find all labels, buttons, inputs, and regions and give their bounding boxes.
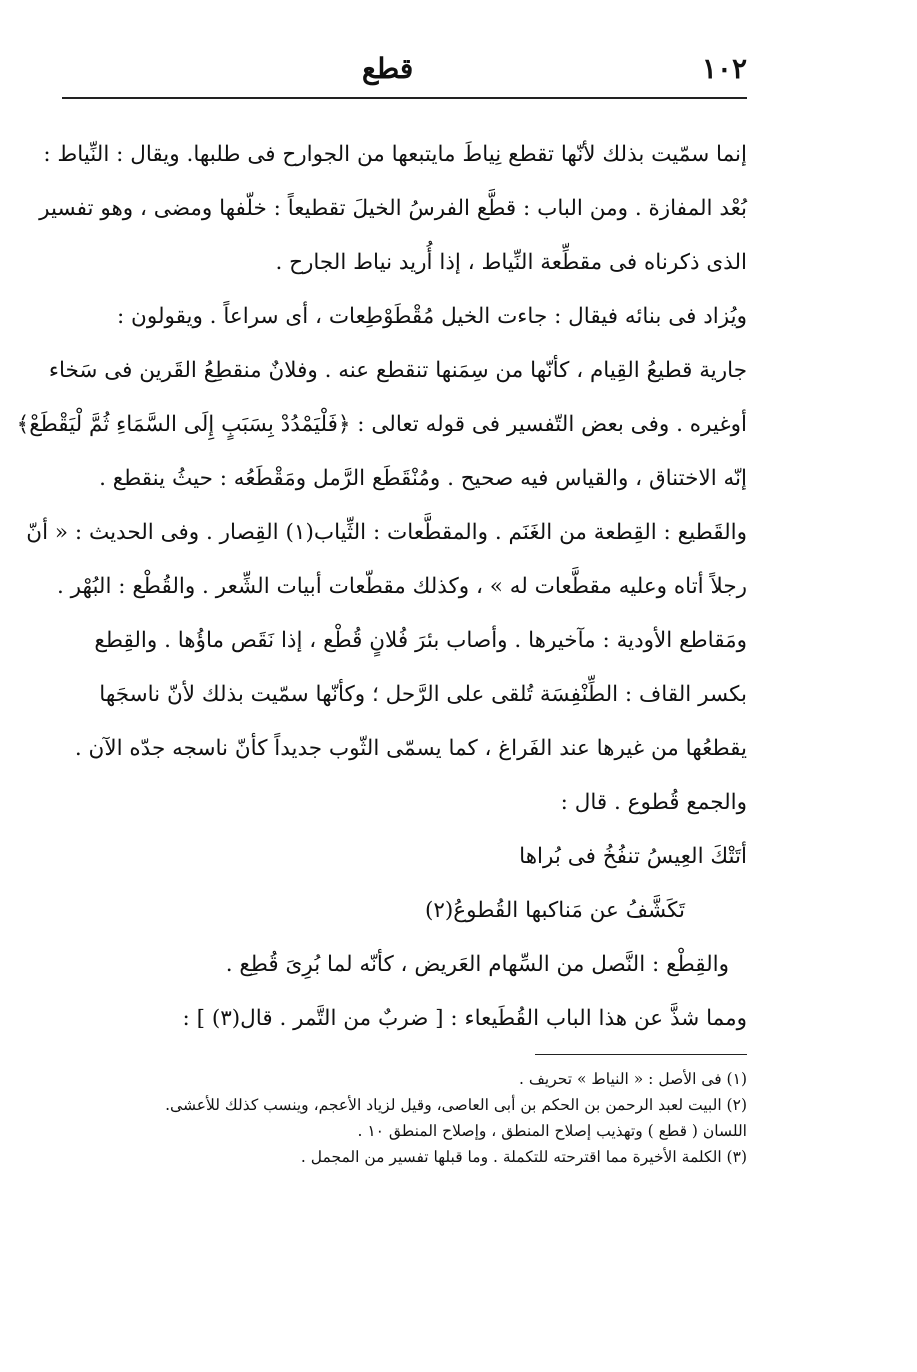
text-line: ويُزاد فى بنائه فيقال : جاءت الخيل مُقْطَوْطِعات ، أى سراعاً . ويقولون :	[116, 304, 747, 329]
text-line: والقِطْع : النَّصل من السِّهام العَريض ، كأنّه لما بُرِىَ قُطِع .	[225, 952, 729, 977]
text-line: والقَطيع : القِطعة من الغَنَم . والمقطَّعات : الثِّياب(١) القِصار . وفى الحديث : « أنّ	[26, 520, 747, 545]
text-line: والجمع قُطوع . قال :	[560, 790, 747, 815]
footnotes	[62, 1066, 747, 1170]
text-line: ومما شذَّ عن هذا الباب القُطَيعاء : [ ضربٌ من التَّمر . قال(٣) ] :	[182, 1006, 747, 1031]
header-rule	[62, 97, 747, 99]
text-line: يقطعُها من غيرها عند الفَراغ ، كما يسمّى الثّوب جديداً كأنّ ناسجه جدّه الآن .	[74, 736, 747, 761]
footnote-2-continued: اللسان ( قطع ) وتهذيب إصلاح المنطق ، وإصلاح المنطق ١٠ .	[357, 1122, 747, 1140]
text-line: رجلاً أتاه وعليه مقطَّعات له » ، وكذلك مقطّعات أبيات الشِّعر . والقُطْع : البُهْر .	[57, 574, 747, 599]
verse-hemistich-1: أتَتْكَ العِيسُ تنفُخُ فى بُراها	[519, 844, 747, 869]
text-line: بُعْد المفازة . ومن الباب : قطَّع الفرسُ الخيلَ تقطيعاً : خلّفها ومضى ، وهو تفسير	[39, 196, 747, 221]
footnote-2: (٢) البيت لعبد الرحمن بن الحكم بن أبى العاصى، وقيل لزياد الأعجم، وينسب كذلك للأعشى.	[165, 1096, 747, 1114]
text-line: ومَقاطع الأودية : مآخيرها . وأصاب بئرَ فُلانٍ قُطْع ، إذا نَقَص ماؤُها . والقِطع	[94, 628, 747, 653]
page-header	[62, 52, 747, 92]
page-number: ١٠٢	[701, 52, 747, 85]
running-head: قطع	[362, 52, 414, 85]
text-line: جارية قطيعُ القِيام ، كأنّها من سِمَنها تنقطع عنه . وفلانٌ منقطِعُ القَرين فى سَخاء	[48, 358, 747, 383]
poetry-verse	[62, 830, 747, 938]
footnote-3: (٣) الكلمة الأخيرة مما اقترحته للتكملة . وما قبلها تفسير من المجمل .	[300, 1148, 747, 1166]
text-line: أوغيره . وفى بعض التّفسير فى قوله تعالى : ﴿فَلْيَمْدُدْ بِسَبَبٍ إِلَى السَّمَاءِ ثُمَّ لْيَقْطَعْ﴾	[16, 412, 747, 437]
text-line: بكسر القاف : الطِّنْفِسَة تُلقى على الرَّحل ؛ وكأنّها سمّيت بذلك لأنّ ناسجَها	[99, 682, 747, 707]
text-line: الذى ذكرناه فى مقطِّعة النِّياط ، إذا أُريد نياط الجارح .	[275, 250, 747, 275]
main-text	[16, 128, 747, 1046]
text-line: إنما سمّيت بذلك لأنّها تقطع نِياطَ مايتبعها من الجوارح فى طلبها. ويقال : النِّياط :	[43, 142, 747, 167]
verse-hemistich-2: تَكَشَّفُ عن مَناكبها القُطوعُ(٢)	[424, 898, 685, 923]
footnote-rule	[535, 1054, 747, 1055]
text-line: إنّه الاختناق ، والقياس فيه صحيح . ومُنْقَطَع الرَّمل ومَقْطَعُه : حيثُ ينقطع .	[99, 466, 747, 491]
footnote-1: (١) فى الأصل : « النياط » تحريف .	[518, 1070, 747, 1088]
